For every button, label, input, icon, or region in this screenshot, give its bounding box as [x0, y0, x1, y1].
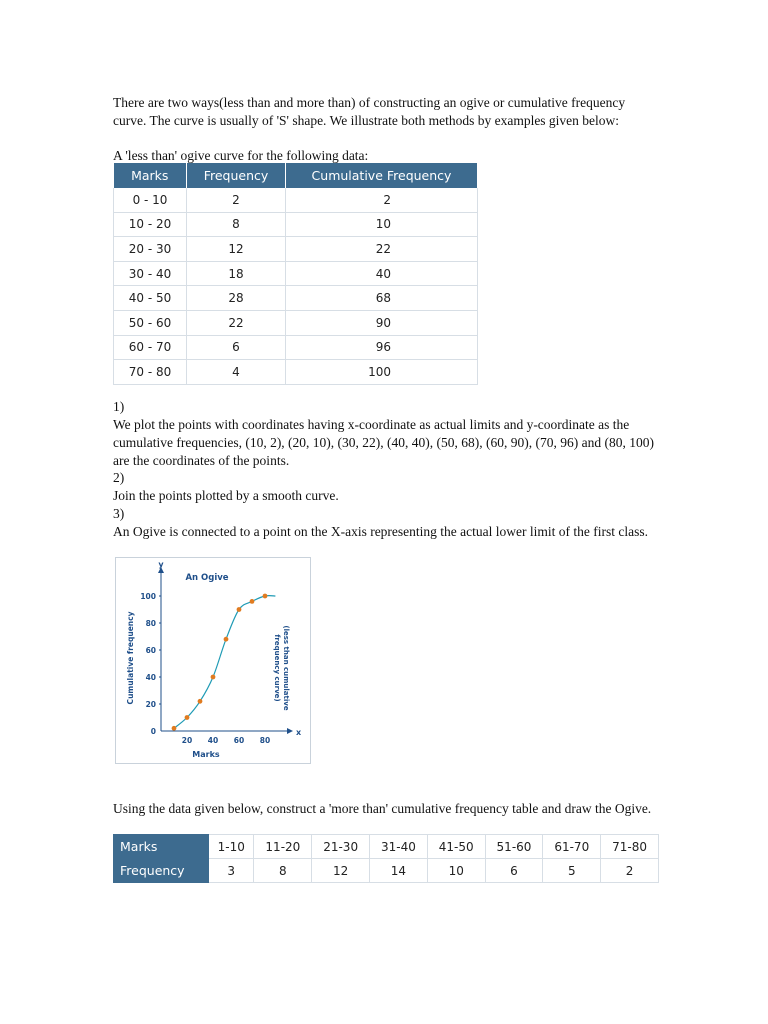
- cell-marks: 21-30: [312, 835, 370, 859]
- side-label: (less than cumulativefrequency curve): [273, 625, 290, 711]
- cell-marks: 41-50: [427, 835, 485, 859]
- cumulative-frequency-table: [113, 163, 478, 385]
- cell-cumulative: 90: [286, 310, 478, 335]
- cell-marks: 70 - 80: [114, 360, 187, 385]
- ogive-points: [172, 594, 268, 731]
- cell-marks: 60 - 70: [114, 335, 187, 360]
- cell-cumulative: 68: [286, 286, 478, 311]
- table-row: [114, 188, 478, 212]
- cell-frequency: 8: [254, 859, 312, 883]
- cell-cumulative: 10: [286, 212, 478, 237]
- cell-frequency: 12: [312, 859, 370, 883]
- cell-marks: 20 - 30: [114, 237, 187, 262]
- cell-marks: 51-60: [485, 835, 543, 859]
- data-point: [198, 699, 203, 704]
- table-row: [114, 212, 478, 237]
- cell-frequency: 14: [370, 859, 428, 883]
- step-1-text: We plot the points with coordinates having x-coordinate as actual limits and y-coordinate as the cumulative frequencies, (10, 2), (20, 10), (30, 22), (40, 40), (50, 68), (60, 90), (70, 96) and (80, 100) are the coordinates of the points.: [113, 417, 654, 468]
- cell-frequency: 12: [187, 237, 286, 262]
- step-3-number: 3): [113, 506, 125, 521]
- data-point: [185, 715, 190, 720]
- table-row-marks: [114, 835, 659, 859]
- cell-marks: 71-80: [601, 835, 659, 859]
- chart-title: An Ogive: [185, 573, 229, 583]
- table-row-frequency: [114, 859, 659, 883]
- cell-frequency: 22: [187, 310, 286, 335]
- cell-marks: 61-70: [543, 835, 601, 859]
- x-tick-label: 40: [207, 736, 219, 745]
- row-header-frequency: Frequency: [114, 859, 209, 883]
- header-cumulative-frequency: Cumulative Frequency: [286, 163, 478, 188]
- ogive-curve: [174, 596, 275, 729]
- y-tick-label: 80: [145, 619, 156, 628]
- exercise-paragraph: Using the data given below, construct a 'more than' cumulative frequency table and draw the Ogive.: [113, 801, 652, 816]
- table-row: [114, 335, 478, 360]
- y-axis-letter: y: [158, 560, 164, 569]
- cell-cumulative: 40: [286, 261, 478, 286]
- table-row: [114, 310, 478, 335]
- cell-frequency: 10: [427, 859, 485, 883]
- data-point: [224, 637, 229, 642]
- cell-marks: 0 - 10: [114, 188, 187, 212]
- cell-frequency: 28: [187, 286, 286, 311]
- data-point: [211, 675, 216, 680]
- data-point: [250, 599, 255, 604]
- header-marks: Marks: [114, 163, 187, 188]
- table-header-row: [114, 163, 478, 188]
- table-row: [114, 360, 478, 385]
- ogive-chart: [115, 557, 311, 764]
- table-row: [114, 286, 478, 311]
- step-1-number: 1): [113, 399, 125, 414]
- cell-marks: 31-40: [370, 835, 428, 859]
- data-point: [237, 607, 242, 612]
- header-frequency: Frequency: [187, 163, 286, 188]
- intro-paragraph: There are two ways(less than and more than) of constructing an ogive or cumulative frequency curve. The curve is usually of 'S' shape. We illustrate both methods by examples given below:: [113, 95, 626, 128]
- y-tick-label: 100: [140, 592, 156, 601]
- x-axis-label: Marks: [192, 750, 220, 759]
- chart-ticks: [140, 592, 270, 745]
- step-2-number: 2): [113, 470, 125, 485]
- ogive-svg: [116, 558, 310, 763]
- x-tick-label: 60: [233, 736, 245, 745]
- table1-caption: A 'less than' ogive curve for the following data:: [113, 148, 369, 163]
- cell-frequency: 4: [187, 360, 286, 385]
- table-row: [114, 237, 478, 262]
- y-tick-label: 20: [145, 700, 156, 709]
- cell-frequency: 2: [601, 859, 659, 883]
- row-header-marks: Marks: [114, 835, 209, 859]
- data-point: [172, 726, 177, 731]
- more-than-data-table: [113, 834, 659, 883]
- cell-marks: 10 - 20: [114, 212, 187, 237]
- step-3-text: An Ogive is connected to a point on the X-axis representing the actual lower limit of the first class.: [113, 524, 648, 539]
- cell-marks: 40 - 50: [114, 286, 187, 311]
- x-axis-letter: x: [296, 728, 302, 737]
- cell-frequency: 3: [209, 859, 254, 883]
- cell-cumulative: 96: [286, 335, 478, 360]
- data-point: [263, 594, 268, 599]
- cell-frequency: 2: [187, 188, 286, 212]
- x-tick-label: 80: [259, 736, 271, 745]
- cell-frequency: 18: [187, 261, 286, 286]
- y-tick-label: 40: [145, 673, 156, 682]
- step-2-text: Join the points plotted by a smooth curve.: [113, 488, 339, 503]
- chart-axes: [161, 568, 292, 731]
- cell-frequency: 8: [187, 212, 286, 237]
- table-row: [114, 261, 478, 286]
- cell-marks: 11-20: [254, 835, 312, 859]
- cell-marks: 50 - 60: [114, 310, 187, 335]
- cell-frequency: 6: [485, 859, 543, 883]
- cell-cumulative: 22: [286, 237, 478, 262]
- y-axis-label: Cumulative frequency: [126, 611, 135, 705]
- cell-cumulative: 2: [286, 188, 478, 212]
- cell-marks: 30 - 40: [114, 261, 187, 286]
- cell-cumulative: 100: [286, 360, 478, 385]
- cell-frequency: 6: [187, 335, 286, 360]
- y-tick-label: 0: [150, 727, 156, 736]
- x-tick-label: 20: [181, 736, 193, 745]
- y-tick-label: 60: [145, 646, 156, 655]
- cell-frequency: 5: [543, 859, 601, 883]
- cell-marks: 1-10: [209, 835, 254, 859]
